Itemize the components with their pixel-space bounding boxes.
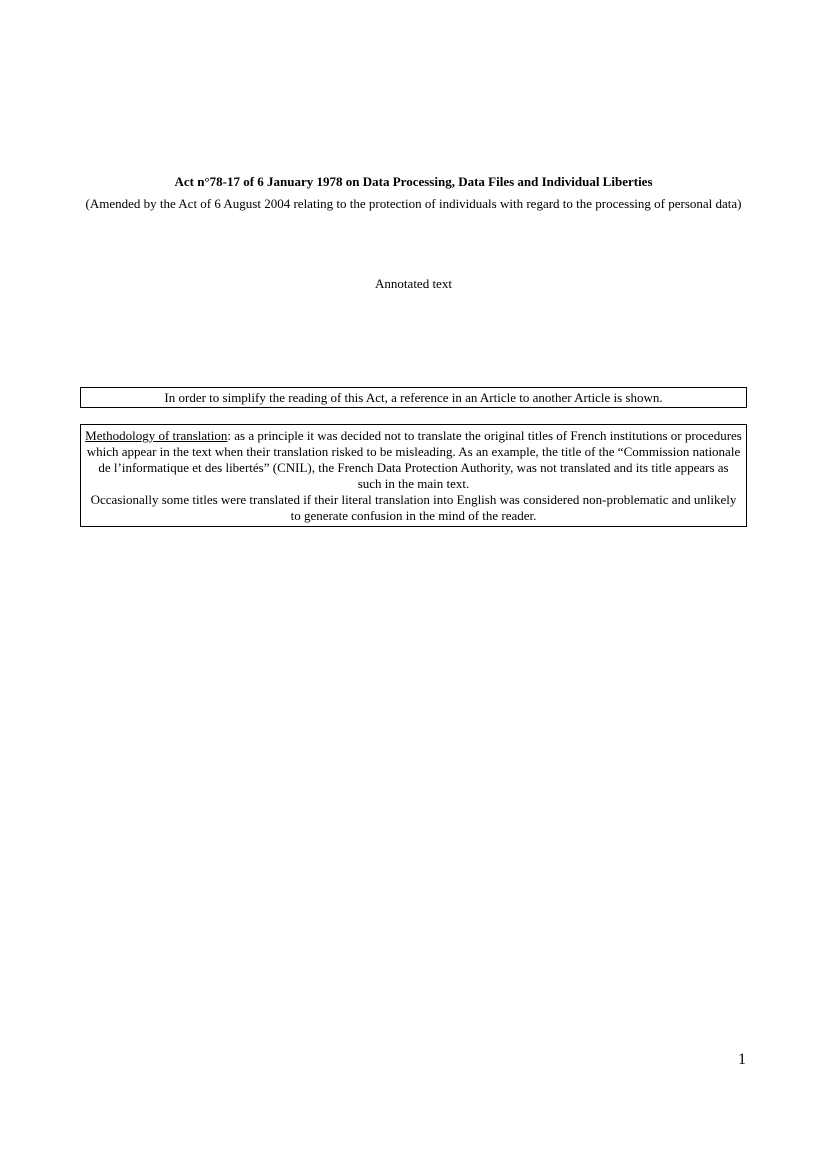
methodology-body: : as a principle it was decided not to translate the original titles of French institutions or procedures which appear in the text when their translation risked to be misleading. As an example, the title of the “Commission nationale de l’informatique et des libertés” (CNIL), the French Data Protection Authority, was not translated and its title appears as such in the main text. xyxy=(86,428,742,491)
methodology-heading: Methodology of translation xyxy=(85,428,228,443)
reference-note-text: In order to simplify the reading of this Act, a reference in an Article to another Article is shown. xyxy=(164,390,663,405)
page-number: 1 xyxy=(738,1051,746,1068)
methodology-paragraph xyxy=(85,428,742,492)
methodology-note: Occasionally some titles were translated if their literal translation into English was considered non-problematic and unlikely to generate confusion in the mind of the reader. xyxy=(90,492,737,523)
methodology-box xyxy=(80,424,747,527)
annotated-text-label: Annotated text xyxy=(375,276,452,291)
reference-note-box xyxy=(80,387,747,408)
document-title: Act n°78-17 of 6 January 1978 on Data Processing, Data Files and Individual Liberties xyxy=(174,174,653,189)
document-subtitle: (Amended by the Act of 6 August 2004 relating to the protection of individuals with regard to the processing of personal data) xyxy=(85,196,742,211)
